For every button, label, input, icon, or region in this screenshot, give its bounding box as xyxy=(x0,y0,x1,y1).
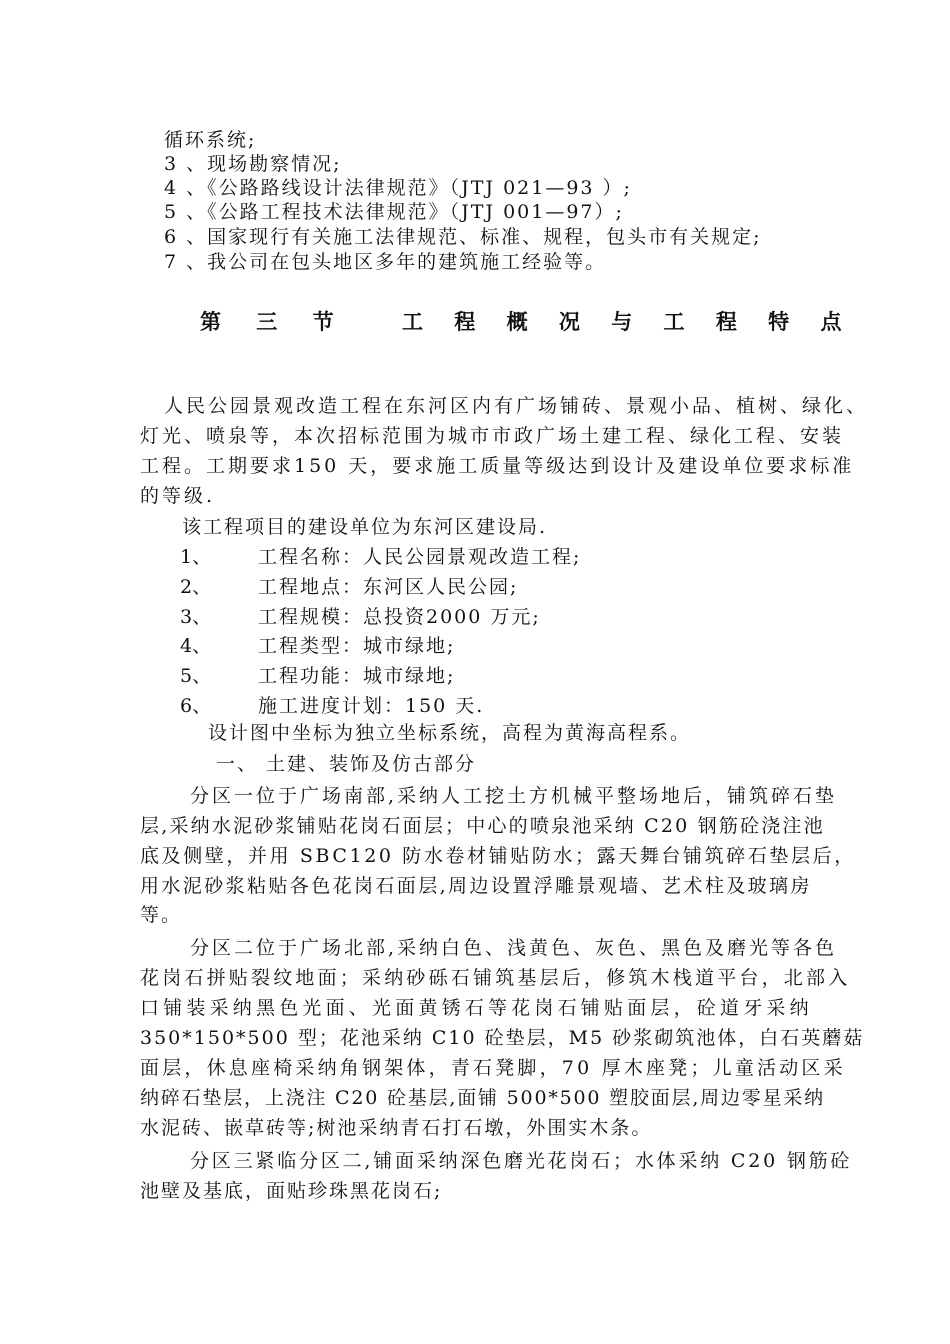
list-item-text: 工程类型：城市绿地; xyxy=(258,635,456,657)
intro-line: 5 、《公路工程技术法律规范》（JTJ 001—97）; xyxy=(164,201,624,223)
paragraph-line: 池壁及基底，面贴珍珠黑花岗石; xyxy=(140,1180,443,1202)
section-number: 第 三 节 xyxy=(200,309,348,334)
intro-line: 7 、我公司在包头地区多年的建筑施工经验等。 xyxy=(164,251,607,273)
list-item-text: 工程地点：东河区人民公园; xyxy=(258,576,519,598)
list-item xyxy=(180,605,780,629)
list-item xyxy=(180,575,780,599)
intro-line: 3 、现场勘察情况; xyxy=(164,153,342,175)
list-item-number: 6、 xyxy=(180,695,212,717)
list-item-text: 施工进度计划：150 天. xyxy=(258,695,485,717)
paragraph-line: 分区二位于广场北部,采纳白色、浅黄色、灰色、黑色及磨光等各色 xyxy=(190,937,838,959)
list-item xyxy=(180,634,780,658)
paragraph-line: 纳碎石垫层，上浇注 C20 砼基层,面铺 500*500 塑胶面层,周边零星采纳 xyxy=(140,1087,825,1109)
paragraph-line: 350*150*500 型；花池采纳 C10 砼垫层，M5 砂浆砌筑池体，白石英蘑菇 xyxy=(140,1027,865,1049)
paragraph-line: 水泥砖、嵌草砖等;树池采纳青石打石墩，外围实木条。 xyxy=(140,1117,653,1139)
list-item xyxy=(180,545,780,569)
list-item-text: 工程名称：人民公园景观改造工程; xyxy=(258,546,582,568)
intro-line: 6 、国家现行有关施工法律规范、标准、规程，包头市有关规定; xyxy=(164,226,762,248)
paragraph-line: 工程。工期要求150 天，要求施工质量等级达到设计及建设单位要求标准 xyxy=(140,455,855,477)
list-item-number: 1、 xyxy=(180,546,212,568)
paragraph-line: 口铺装采纳黑色光面、光面黄锈石等花岗石铺贴面层，砼道牙采纳 xyxy=(140,997,813,1019)
paragraph-line: 分区三紧临分区二,铺面采纳深色磨光花岗石；水体采纳 C20 钢筋砼 xyxy=(190,1150,853,1172)
paragraph-line: 等。 xyxy=(140,904,183,926)
intro-line: 循环系统; xyxy=(164,129,257,151)
paragraph-line: 面层，休息座椅采纳角钢架体，青石凳脚，70 厚木座凳；儿童活动区采 xyxy=(140,1057,846,1079)
paragraph-line: 花岗石拼贴裂纹地面；采纳砂砾石铺筑基层后，修筑木栈道平台，北部入 xyxy=(140,967,851,989)
list-item xyxy=(180,664,780,688)
paragraph-line: 层,采纳水泥砂浆铺贴花岗石面层；中心的喷泉池采纳 C20 钢筋砼浇注池 xyxy=(140,815,825,837)
paragraph-line: 灯光、喷泉等，本次招标范围为城市市政广场土建工程、绿化工程、安装 xyxy=(140,425,845,447)
list-item-number: 2、 xyxy=(180,576,212,598)
subheading: 一、 土建、装饰及仿古部分 xyxy=(216,753,477,775)
paragraph-line: 底及侧壁，并用 SBC120 防水卷材铺贴防水；露天舞台铺筑碎石垫层后， xyxy=(140,845,856,867)
list-item-number: 5、 xyxy=(180,665,212,687)
list-item-text: 工程规模：总投资2000 万元; xyxy=(258,606,541,628)
list-item xyxy=(180,694,780,718)
paragraph-line: 分区一位于广场南部,采纳人工挖土方机械平整场地后，铺筑碎石垫 xyxy=(190,785,838,807)
section-heading: 工 程 概 况 与 工 程 特 点 xyxy=(402,309,854,334)
paragraph-line: 人民公园景观改造工程在东河区内有广场铺砖、景观小品、植树、绿化、 xyxy=(164,395,869,417)
list-item-text: 工程功能：城市绿地; xyxy=(258,665,456,687)
list-item-number: 3、 xyxy=(180,606,212,628)
paragraph-line: 该工程项目的建设单位为东河区建设局. xyxy=(182,516,548,538)
paragraph-line: 用水泥砂浆粘贴各色花岗石面层,周边设置浮雕景观墙、艺术柱及玻璃房 xyxy=(140,875,812,897)
intro-line: 4 、《公路路线设计法律规范》（JTJ 021—93 ）; xyxy=(164,177,632,199)
paragraph-line: 的等级. xyxy=(140,485,216,507)
paragraph-line: 设计图中坐标为独立坐标系统，高程为黄海高程系。 xyxy=(208,722,692,744)
list-item-number: 4、 xyxy=(180,635,212,657)
